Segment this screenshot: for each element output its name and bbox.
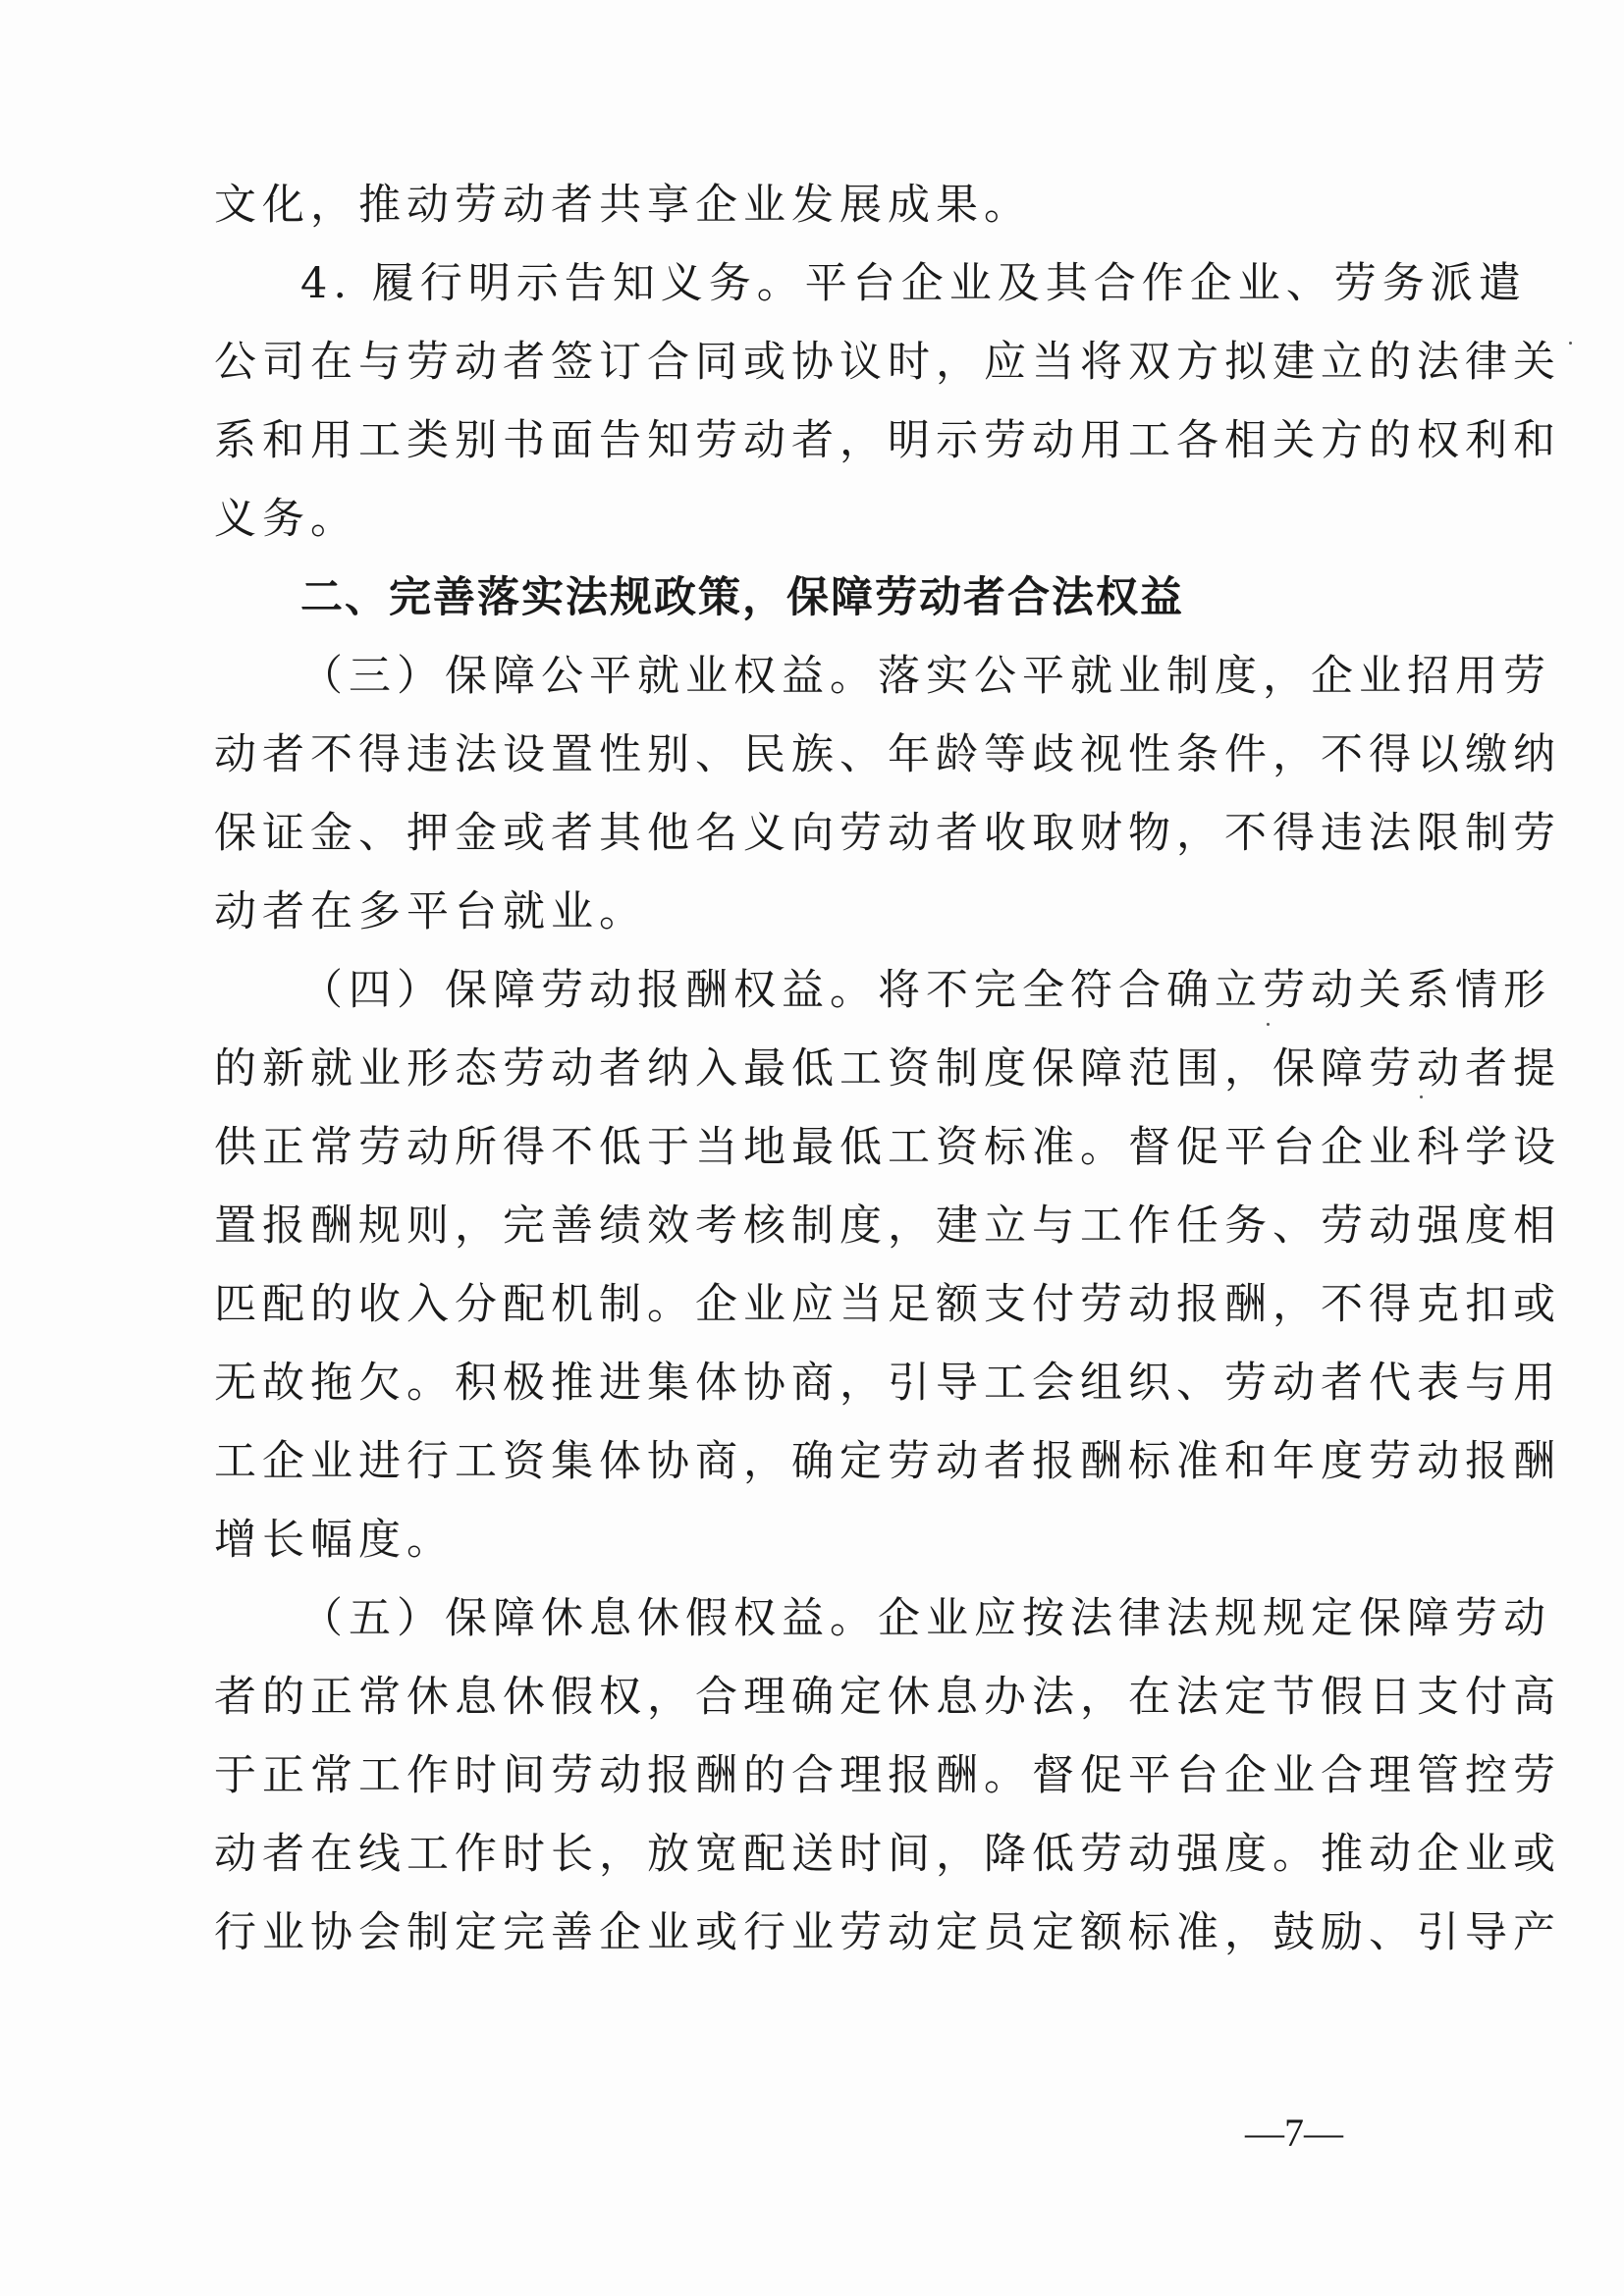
- item-4-line: 义务。: [214, 495, 358, 544]
- section-4-line: 匹配的收入分配机制。企业应当足额支付劳动报酬，不得克扣或: [214, 1280, 1561, 1329]
- section-3-line: 动者在多平台就业。: [214, 887, 647, 936]
- section-5-line: 者的正常休息休假权，合理确定休息办法，在法定节假日支付高: [214, 1673, 1561, 1722]
- scan-speck: [1569, 342, 1572, 345]
- scan-speck: [1420, 1095, 1423, 1098]
- item-4-line: 4. 履行明示告知义务。平台企业及其合作企业、劳务派遣: [300, 259, 1527, 308]
- section-4-line: 增长幅度。: [214, 1516, 455, 1565]
- section-5-line: 于正常工作时间劳动报酬的合理报酬。督促平台企业合理管控劳: [214, 1751, 1561, 1800]
- page-number: —7—: [1245, 2110, 1343, 2155]
- section-4-line: 无故拖欠。积极推进集体协商，引导工会组织、劳动者代表与用: [214, 1359, 1561, 1408]
- item-4-line: 公司在与劳动者签订合同或协议时，应当将双方拟建立的法律关: [214, 338, 1561, 387]
- section-5-line: 行业协会制定完善企业或行业劳动定员定额标准，鼓励、引导产: [214, 1908, 1561, 1957]
- section-4-line: 供正常劳动所得不低于当地最低工资标准。督促平台企业科学设: [214, 1123, 1561, 1172]
- section-4-line: 的新就业形态劳动者纳入最低工资制度保障范围，保障劳动者提: [214, 1044, 1561, 1094]
- section-4-line: 置报酬规则，完善绩效考核制度，建立与工作任务、劳动强度相: [214, 1201, 1561, 1251]
- section-4-line: （四）保障劳动报酬权益。将不完全符合确立劳动关系情形: [300, 966, 1551, 1015]
- scan-speck: [1267, 1023, 1270, 1026]
- section-heading: 二、完善落实法规政策，保障劳动者合法权益: [300, 573, 1184, 622]
- item-4-line: 系和用工类别书面告知劳动者，明示劳动用工各相关方的权利和: [214, 416, 1561, 465]
- section-5-line: （五）保障休息休假权益。企业应按法律法规规定保障劳动: [300, 1594, 1551, 1643]
- section-4-line: 工企业进行工资集体协商，确定劳动者报酬标准和年度劳动报酬: [214, 1437, 1561, 1486]
- section-3-line: （三）保障公平就业权益。落实公平就业制度，企业招用劳: [300, 652, 1551, 701]
- section-3-line: 动者不得违法设置性别、民族、年龄等歧视性条件，不得以缴纳: [214, 730, 1561, 779]
- paragraph-continuation-line: 文化，推动劳动者共享企业发展成果。: [214, 181, 1032, 230]
- section-3-line: 保证金、押金或者其他名义向劳动者收取财物，不得违法限制劳: [214, 809, 1561, 858]
- section-5-line: 动者在线工作时长，放宽配送时间，降低劳动强度。推动企业或: [214, 1830, 1561, 1879]
